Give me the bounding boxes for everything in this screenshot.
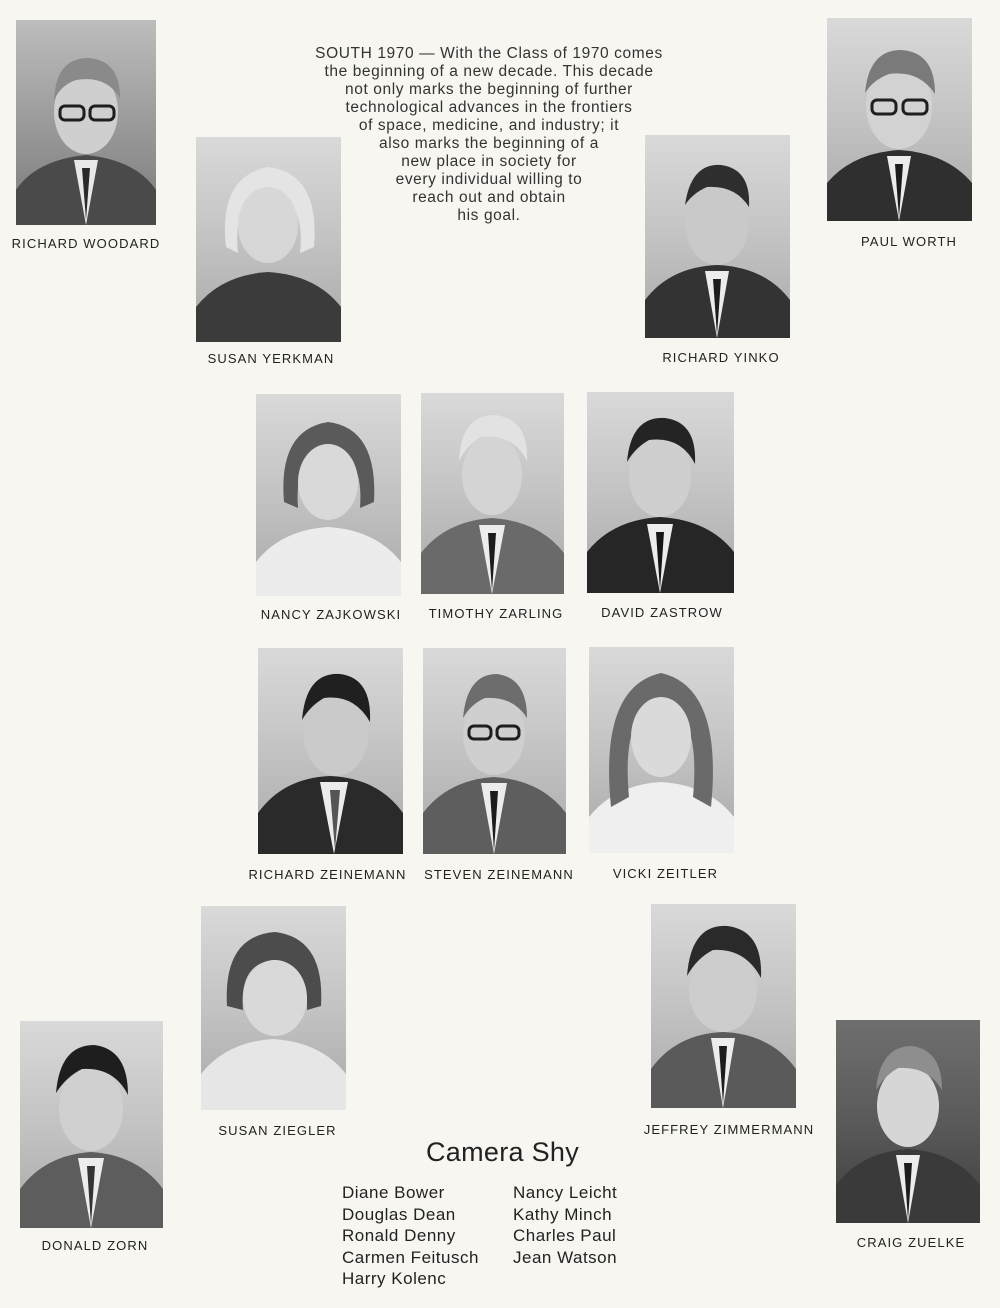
intro-line: not only marks the beginning of further [345, 81, 633, 98]
portrait-photo [201, 906, 346, 1110]
intro-line: every individual willing to [395, 171, 583, 188]
list-item: Diane Bower [342, 1183, 445, 1202]
portrait-photo [20, 1021, 163, 1228]
list-item: Douglas Dean [342, 1204, 456, 1224]
intro-line: of space, medicine, and industry; it [358, 117, 620, 134]
portrait-photo [423, 648, 566, 854]
intro-line: SOUTH 1970 — With the Class of 1970 comes [315, 45, 663, 62]
portrait-photo [827, 18, 972, 221]
student-name: RICHARD YINKO [662, 350, 780, 365]
portrait-photo [589, 647, 734, 853]
portrait-photo [196, 137, 341, 342]
list-item: Jean Watson [513, 1247, 618, 1267]
portrait-photo [421, 393, 564, 594]
student-name: RICHARD ZEINEMANN [248, 867, 407, 882]
intro-paragraph [280, 45, 698, 225]
student-name: SUSAN YERKMAN [207, 351, 335, 366]
student-name: DAVID ZASTROW [601, 605, 723, 620]
intro-line: the beginning of a new decade. This decade [324, 63, 654, 80]
portrait-photo [836, 1020, 980, 1223]
student-name: TIMOTHY ZARLING [428, 606, 564, 621]
intro-line: technological advances in the frontiers [345, 99, 633, 116]
portrait-photo [256, 394, 401, 596]
list-item: Charles Paul [513, 1226, 617, 1246]
intro-line: his goal. [457, 207, 521, 224]
intro-line: new place in society for [401, 153, 577, 170]
list-item: Harry Kolenc [342, 1269, 447, 1289]
portrait-photo [587, 392, 734, 593]
list-item: Nancy Leicht [513, 1183, 618, 1202]
portrait-photo [651, 904, 796, 1108]
list-item: Ronald Denny [342, 1226, 456, 1246]
student-name: DONALD ZORN [41, 1238, 149, 1253]
camera-shy-list-1 [342, 1182, 479, 1290]
portrait-photo [16, 20, 156, 225]
student-name: CRAIG ZUELKE [856, 1235, 966, 1250]
portrait-photo [258, 648, 403, 854]
student-name: SUSAN ZIEGLER [218, 1123, 337, 1138]
intro-line: also marks the beginning of a [379, 135, 599, 152]
list-item: Carmen Feitusch [342, 1247, 479, 1267]
student-name: JEFFREY ZIMMERMANN [643, 1122, 815, 1137]
intro-line: reach out and obtain [412, 189, 566, 206]
student-name: RICHARD WOODARD [11, 236, 161, 251]
list-item: Kathy Minch [513, 1204, 613, 1224]
student-name: NANCY ZAJKOWSKI [260, 607, 402, 622]
student-name: STEVEN ZEINEMANN [424, 867, 574, 882]
camera-shy-title: Camera Shy [425, 1137, 580, 1167]
camera-shy-list-2 [513, 1182, 617, 1268]
student-name: VICKI ZEITLER [612, 866, 719, 881]
student-name: PAUL WORTH [861, 234, 957, 249]
portrait-photo [645, 135, 790, 338]
